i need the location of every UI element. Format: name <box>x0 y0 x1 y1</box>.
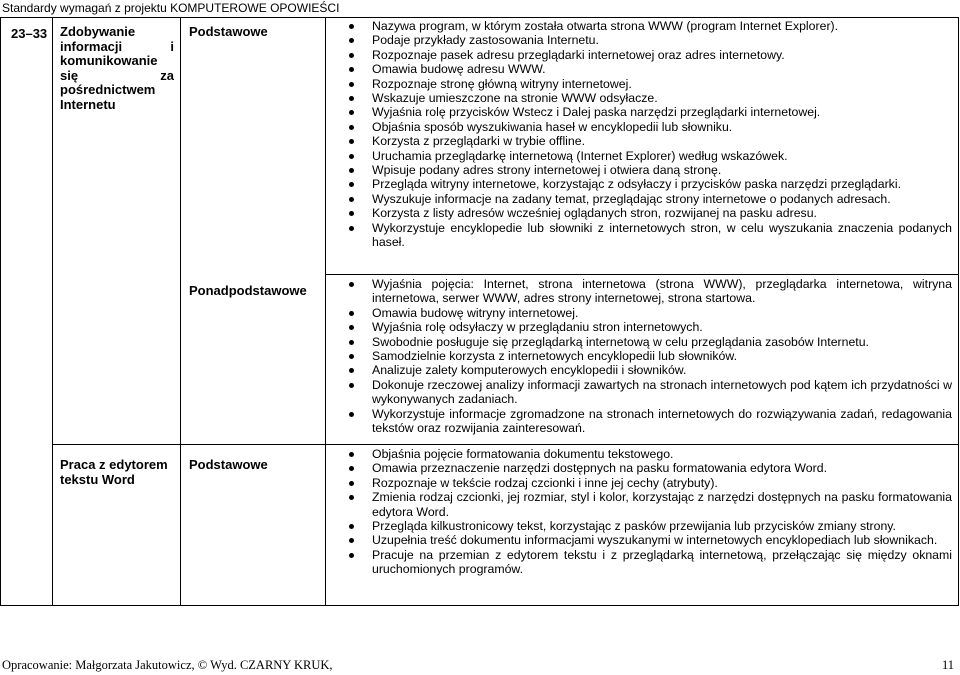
requirement-item: Objaśnia sposób wyszukiwania haseł w encyklopedii lub słowniku. <box>340 120 952 134</box>
level-label: Ponadpodstawowe <box>189 283 307 298</box>
topic-divider <box>52 444 958 445</box>
requirement-item: Wpisuje podany adres strony internetowej i otwiera daną stronę. <box>340 163 952 177</box>
requirement-item: Podaje przykłady zastosowania Internetu. <box>340 33 952 47</box>
requirement-item: Omawia budowę witryny internetowej. <box>340 306 952 320</box>
column-divider <box>325 18 326 605</box>
requirements-list <box>340 19 952 250</box>
requirement-item: Uzupełnia treść dokumentu informacjami wyszukanymi w internetowych encyklopediach lub słownikach. <box>340 533 952 547</box>
requirement-item: Uruchamia przeglądarkę internetową (Internet Explorer) według wskazówek. <box>340 149 952 163</box>
requirement-item: Wykorzystuje encyklopedie lub słowniki z internetowych stron, w celu wyszukania znaczenia podanych haseł. <box>340 221 952 250</box>
requirement-item: Samodzielnie korzysta z internetowych encyklopedii lub słowników. <box>340 349 952 363</box>
page-footer <box>2 658 957 673</box>
column-divider <box>52 18 53 605</box>
lesson-number: 23–33 <box>11 26 48 41</box>
requirement-item: Wyjaśnia pojęcia: Internet, strona internetowa (strona WWW), przeglądarka internetowa, witryna internetowa, serwer WWW, adres strony internetowej, strona startowa. <box>340 277 952 306</box>
requirement-item: Przegląda witryny internetowe, korzystając z odsyłaczy i przycisków paska narzędzi przeglądarki. <box>340 177 952 191</box>
topic-word: Praca z edytorem tekstu Word <box>60 457 168 487</box>
topic-internet: Zdobywanie informacji i komunikowanie się za pośrednictwem Internetu <box>60 24 174 112</box>
level-label: Podstawowe <box>189 24 268 39</box>
requirement-item: Nazywa program, w którym została otwarta strona WWW (program Internet Explorer). <box>340 19 952 33</box>
requirement-item: Pracuje na przemian z edytorem tekstu i z przeglądarką internetową, przełączając się między oknami uruchomionych programów. <box>340 548 952 577</box>
requirement-item: Przegląda kilkustronicowy tekst, korzystając z pasków przewijania lub przycisków zmiany strony. <box>340 519 952 533</box>
requirement-item: Omawia przeznaczenie narzędzi dostępnych na pasku formatowania edytora Word. <box>340 461 952 475</box>
requirement-item: Rozpoznaje w tekście rodzaj czcionki i inne jej cechy (atrybuty). <box>340 476 952 490</box>
requirement-item: Wyszukuje informacje na zadany temat, przeglądając strony internetowe o podanych adresach. <box>340 192 952 206</box>
requirement-item: Zmienia rodzaj czcionki, jej rozmiar, styl i kolor, korzystając z narzędzi dostępnych na pasku formatowania edytora Word. <box>340 490 952 519</box>
requirement-item: Analizuje zalety komputerowych encyklopedii i słowników. <box>340 363 952 377</box>
requirement-item: Korzysta z listy adresów wcześniej oglądanych stron, rozwijanej na pasku adresu. <box>340 206 952 220</box>
requirement-item: Rozpoznaje stronę główną witryny internetowej. <box>340 77 952 91</box>
requirements-list <box>340 447 952 577</box>
requirement-item: Rozpoznaje pasek adresu przeglądarki internetowej oraz adres internetowy. <box>340 48 952 62</box>
requirement-item: Swobodnie posługuje się przeglądarką internetową w celu przeglądania zasobów Internetu. <box>340 335 952 349</box>
requirement-item: Korzysta z przeglądarki w trybie offline. <box>340 134 952 148</box>
document-header: Standardy wymagań z projektu KOMPUTEROWE OPOWIEŚCI <box>2 1 340 15</box>
requirement-item: Dokonuje rzeczowej analizy informacji zawartych na stronach internetowych pod kątem ich przydatności w wykonywanych zadaniach. <box>340 378 952 407</box>
requirement-item: Wskazuje umieszczone na stronie WWW odsyłacze. <box>340 91 952 105</box>
standards-table <box>0 17 959 606</box>
requirement-item: Wyjaśnia rolę odsyłaczy w przeglądaniu stron internetowych. <box>340 320 952 334</box>
requirements-list <box>340 277 952 435</box>
level-divider <box>325 274 958 275</box>
level-label: Podstawowe <box>189 457 268 472</box>
requirement-item: Objaśnia pojęcie formatowania dokumentu tekstowego. <box>340 447 952 461</box>
page-number: 11 <box>941 658 954 672</box>
requirement-item: Omawia budowę adresu WWW. <box>340 62 952 76</box>
footer-credit: Opracowanie: Małgorzata Jakutowicz, © Wyd. CZARNY KRUK, <box>2 658 333 672</box>
requirement-item: Wyjaśnia rolę przycisków Wstecz i Dalej paska narzędzi przeglądarki internetowej. <box>340 105 952 119</box>
requirement-item: Wykorzystuje informacje zgromadzone na stronach internetowych do rozwiązywania zadań, redagowania tekstów oraz rozwijania zainteresowań. <box>340 407 952 436</box>
column-divider <box>180 18 181 605</box>
